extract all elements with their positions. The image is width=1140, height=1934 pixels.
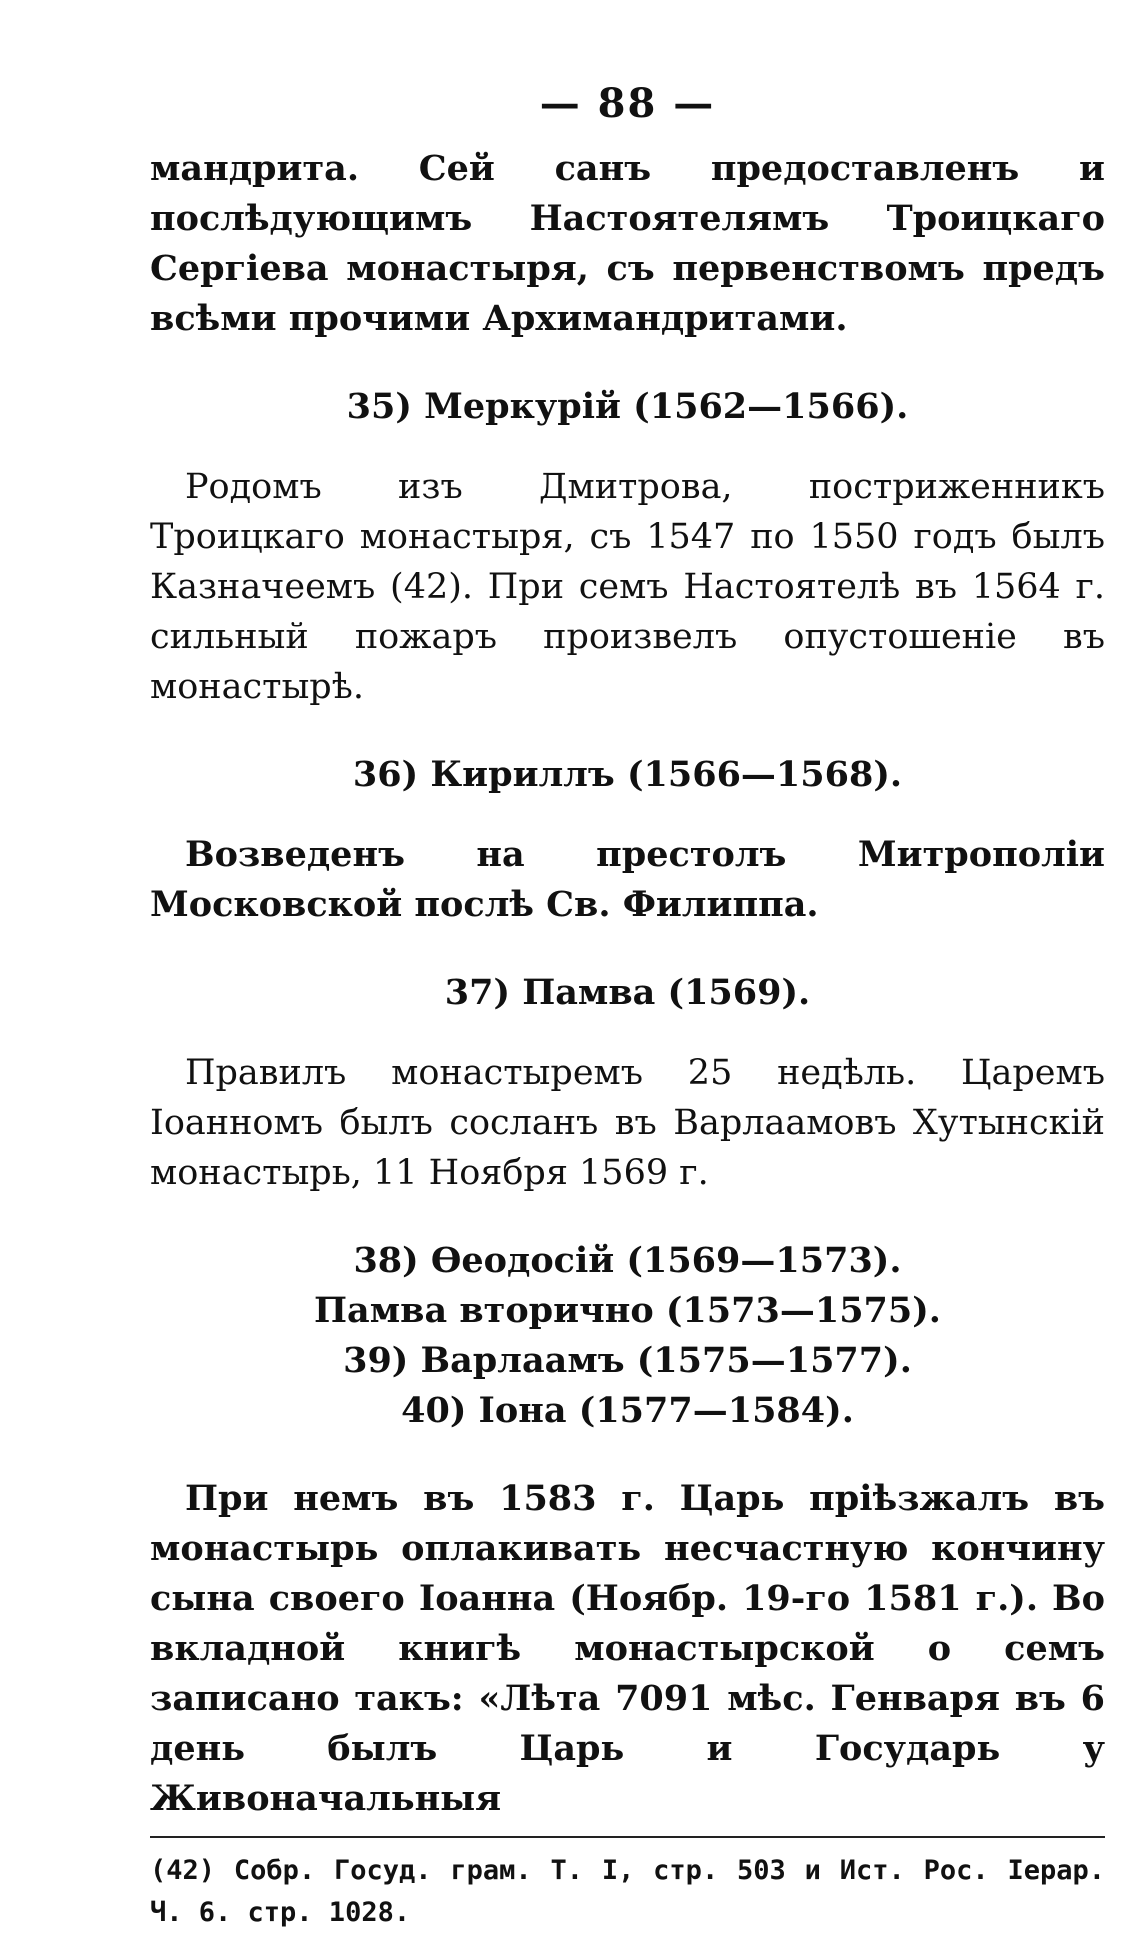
page-number: — 88 — <box>539 80 716 127</box>
book-page <box>150 80 1105 1928</box>
entry-text: Возведенъ на престолъ Митрополіи Московской послѣ Св. Филиппа. <box>150 834 1105 925</box>
entry-heading: 39) Варлаамъ (1575—1577). <box>343 1340 912 1381</box>
entry-heading: Памва вторично (1573—1575). <box>314 1290 941 1331</box>
entry-text: Родомъ изъ Дмитрова, постриженникъ Троицкаго монастыря, съ 1547 по 1550 годъ былъ Казначеемъ (42). При семъ Настоятелѣ въ 1564 г. сильный пожаръ произвелъ опустошеніе въ монастырѣ. <box>150 467 1105 707</box>
entry-heading: 36) Кириллъ (1566—1568). <box>352 754 903 795</box>
intro-paragraph: мандрита. Сей санъ предоставленъ и послѣдующимъ Настоятелямъ Троицкаго Сергіева монастыря, съ первенствомъ предъ всѣми прочими Архимандритами. <box>150 148 1105 339</box>
footnote-divider <box>150 1836 1105 1838</box>
entry-35 <box>150 382 1105 712</box>
entry-37 <box>150 968 1105 1198</box>
entry-heading: 37) Памва (1569). <box>444 972 811 1013</box>
grouped-headings <box>150 1236 1105 1436</box>
entry-heading: 38) Ѳеодосій (1569—1573). <box>353 1240 902 1281</box>
entry-heading: 40) Іона (1577—1584). <box>401 1390 854 1431</box>
closing-paragraph: При немъ въ 1583 г. Царь пріѣзжалъ въ монастырь оплакивать несчастную кончину сына своего Іоанна (Ноябр. 19-го 1581 г.). Во вкладной книгѣ монастырской о семъ записано такъ: «Лѣта 7091 мѣс. Генваря въ 6 день былъ Царь и Государь у Живоначальныя <box>150 1478 1105 1819</box>
entry-text: Правилъ монастыремъ 25 недѣль. Царемъ Іоанномъ былъ сосланъ въ Варлаамовъ Хутынскій монастырь, 11 Ноября 1569 г. <box>150 1053 1105 1193</box>
entry-36 <box>150 750 1105 930</box>
entry-heading: 35) Меркурій (1562—1566). <box>346 386 909 427</box>
footnote: (42) Собр. Госуд. грам. Т. I, стр. 503 и Ист. Рос. Іерар. Ч. 6. стр. 1028. <box>150 1855 1105 1928</box>
